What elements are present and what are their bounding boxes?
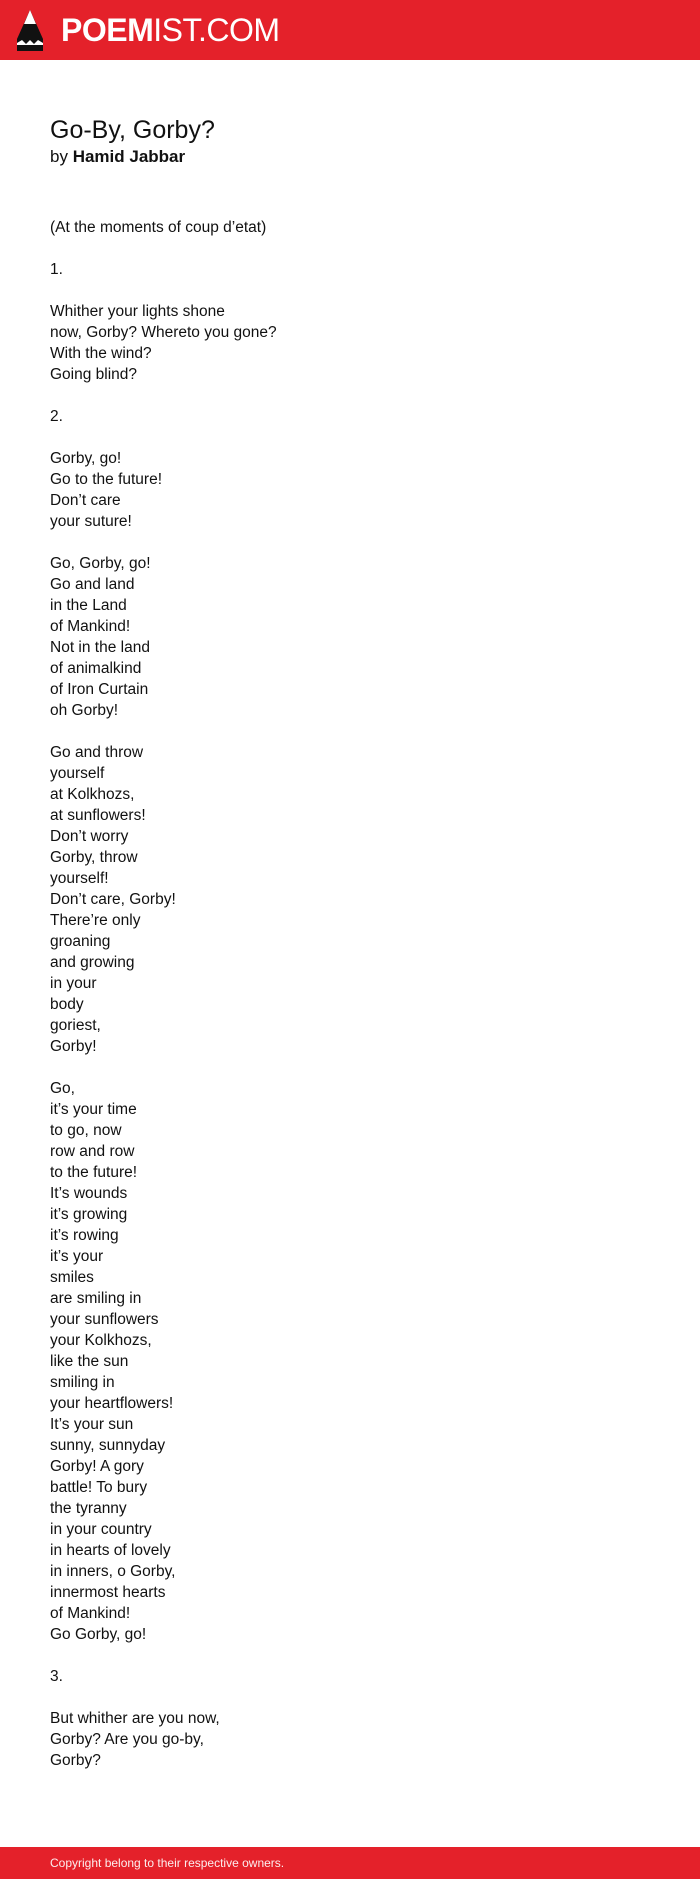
logo-wordmark-bold: POEM bbox=[61, 12, 154, 48]
poem-container bbox=[50, 114, 650, 1771]
author-name: Hamid Jabbar bbox=[72, 147, 186, 166]
byline bbox=[50, 146, 650, 168]
copyright-notice: Copyright belong to their respective owners. bbox=[50, 1856, 285, 1870]
poem-body: (At the moments of coup d’etat) 1. Whither your lights shone now, Gorby? Whereto you gone? With the wind? Going blind? 2. Gorby, go! Go to the future! Don’t care your suture! Go, Gorby, go! Go and land in the Land of Mankind! Not in the land of animalkind of Iron Curtain oh Gorby! Go and throw yourself at Kolkhozs, at sunflowers! Don’t worry Gorby, throw yourself! Don’t care, Gorby! There’re only groaning and growing in your body goriest, Gorby! Go, it’s your time to go, now row and row to the future! It’s wounds it’s growing it’s rowing it’s your smiles are smiling in your sunflowers your Kolkhozs, like the sun smiling in your heartflowers! It’s your sun sunny, sunnyday Gorby! A gory battle! To bury the tyranny in your country in hearts of lovely in inners, o Gorby, innermost hearts of Mankind! Go Gorby, go! 3. But whither are you now, Gorby? Are you go-by, Gorby? bbox=[50, 219, 277, 1769]
pencil-tip-icon bbox=[17, 10, 43, 51]
byline-prefix: by bbox=[50, 147, 73, 166]
site-header bbox=[0, 0, 700, 60]
logo-wordmark-light: IST.COM bbox=[153, 12, 280, 48]
poem-title: Go-By, Gorby? bbox=[50, 116, 215, 144]
logo-wordmark bbox=[61, 11, 280, 49]
site-footer bbox=[0, 1847, 700, 1879]
